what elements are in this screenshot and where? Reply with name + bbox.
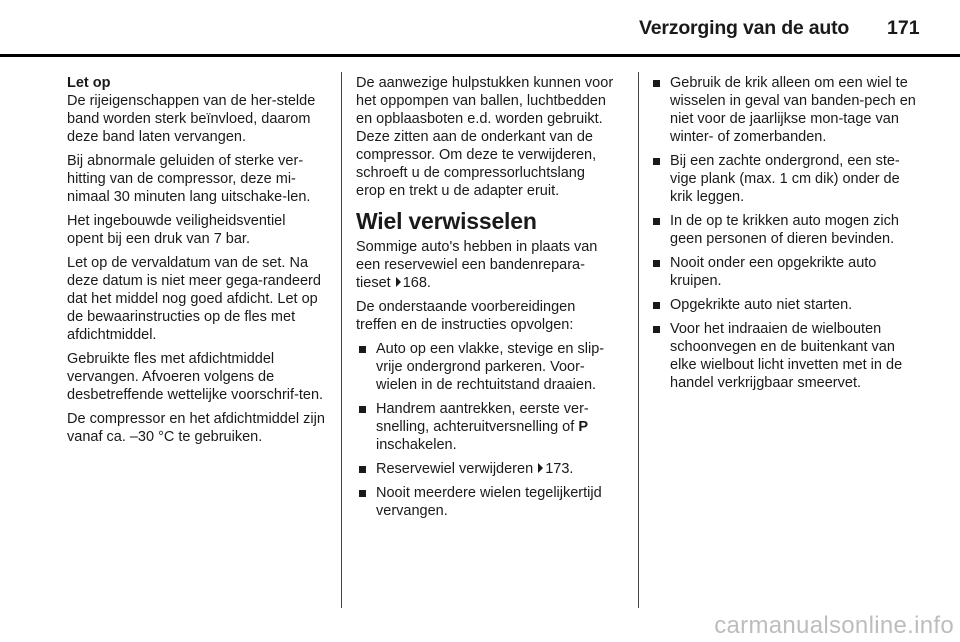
column-middle [356, 74, 614, 526]
paragraph [356, 238, 614, 292]
list-item-text: inschakelen. [376, 437, 457, 453]
square-bullet-icon [359, 490, 366, 497]
square-bullet-icon [653, 158, 660, 165]
list-item [650, 296, 922, 314]
column-divider-right [638, 72, 639, 608]
list-item-text: Nooit onder een opgekrikte auto kruipen. [670, 255, 877, 289]
paragraph-text: Sommige auto's hebben in plaats van een reservewiel een bandenrepara-tieset [356, 239, 598, 291]
list-item [650, 74, 922, 146]
list-item-text: Nooit meerdere wielen tegelijkertijd vervangen. [376, 485, 602, 519]
intro-paragraph: De aanwezige hulpstukken kunnen voor het oppompen van ballen, luchtbedden en opblaasboten e.d. worden gebruikt. Deze zitten aan de onderkant van de compressor. Om deze te verwijderen, schroeft u de compressorluchtslang erop en trekt u de adapter eruit. [356, 75, 614, 199]
list-item-text: Auto op een vlakke, stevige en slip-vrije ondergrond parkeren. Voor-wielen in de rechtuitstand draaien. [376, 341, 605, 393]
paragraph: Bij abnormale geluiden of sterke ver-hitting van de compressor, deze mi-nimaal 30 minuten lang uitschake-len. [67, 153, 311, 205]
square-bullet-icon [359, 466, 366, 473]
paragraph: De onderstaande voorbereidingen treffen en de instructies opvolgen: [356, 299, 576, 333]
list-item-text: Opgekrikte auto niet starten. [670, 297, 853, 313]
list-item-text: Gebruik de krik alleen om een wiel te wisselen in geval van banden-pech en niet voor de jaarlijkse mon-tage van winter- of zomerbanden. [670, 75, 916, 145]
safety-list [650, 74, 922, 392]
preparation-list [356, 340, 614, 520]
page-reference-link[interactable]: 173. [545, 461, 574, 477]
note-block [67, 74, 325, 146]
paragraph: Let op de vervaldatum van de set. Na deze datum is niet meer gega-randeerd dat het middel nog goed afdicht. Let op de bewaarinstructies op de fles met afdichtmiddel. [67, 255, 321, 343]
list-item-text: Voor het indraaien de wielbouten schoonvegen en de buitenkant van elke wielbout licht invetten met in de handel verkrijgbaar smeervet. [670, 321, 903, 391]
list-item [356, 460, 614, 478]
square-bullet-icon [653, 302, 660, 309]
note-title: Let op [67, 75, 111, 91]
note-text: De rijeigenschappen van de her-stelde band worden sterk beïnvloed, daarom deze band laten vervangen. [67, 93, 316, 145]
gear-position-label: P [578, 419, 588, 435]
page-reference-link[interactable]: 168. [402, 275, 431, 291]
square-bullet-icon [653, 260, 660, 267]
page-reference-arrow-icon [538, 463, 543, 473]
list-item [650, 212, 922, 248]
list-item [650, 254, 922, 290]
list-item-text: Bij een zachte ondergrond, een ste-vige plank (max. 1 cm dik) onder de krik leggen. [670, 153, 900, 205]
list-item [356, 340, 614, 394]
header-rule [0, 54, 960, 57]
column-left [67, 74, 325, 452]
square-bullet-icon [653, 326, 660, 333]
section-heading: Wiel verwisselen [356, 208, 537, 234]
list-item [356, 400, 614, 454]
page-number: 171 [887, 17, 920, 39]
square-bullet-icon [653, 218, 660, 225]
watermark: carmanualsonline.info [714, 612, 954, 639]
column-right [650, 74, 922, 398]
list-item-text: In de op te krikken auto mogen zich geen personen of dieren bevinden. [670, 213, 899, 247]
square-bullet-icon [359, 346, 366, 353]
list-item-text: Reservewiel verwijderen [376, 461, 534, 477]
paragraph: Gebruikte fles met afdichtmiddel vervangen. Afvoeren volgens de desbetreffende wettelijke voorschrif-ten. [67, 351, 324, 403]
list-item-text: Handrem aantrekken, eerste ver-snelling, achteruitversnelling of [376, 401, 589, 435]
square-bullet-icon [653, 80, 660, 87]
column-divider-left [341, 72, 342, 608]
paragraph: Het ingebouwde veiligheidsventiel opent bij een druk van 7 bar. [67, 213, 286, 247]
page-title: Verzorging van de auto [639, 17, 850, 39]
page-header [0, 14, 960, 54]
list-item [650, 320, 922, 392]
paragraph: De compressor en het afdichtmiddel zijn vanaf ca. –30 °C te gebruiken. [67, 411, 325, 445]
list-item [650, 152, 922, 206]
list-item [356, 484, 614, 520]
square-bullet-icon [359, 406, 366, 413]
page-reference-arrow-icon [396, 277, 401, 287]
